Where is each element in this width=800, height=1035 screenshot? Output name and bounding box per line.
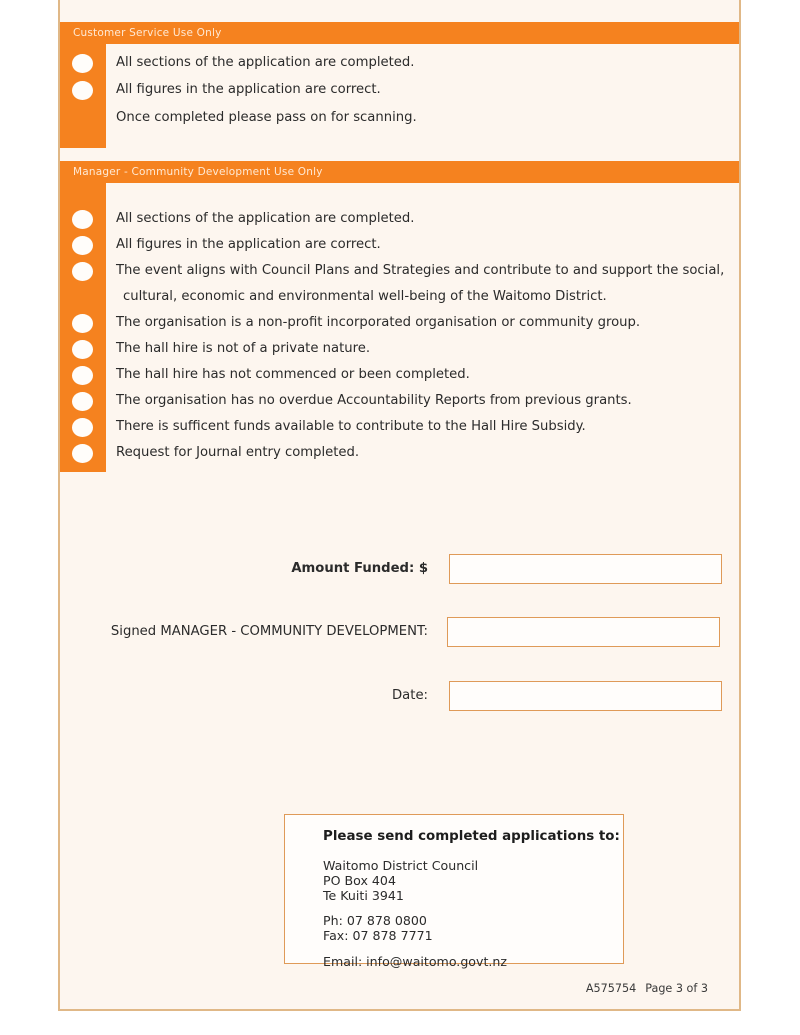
page-number: Page 3 of 3 <box>645 982 708 995</box>
checklist-bullet-icon[interactable] <box>72 262 93 281</box>
field-label-date: Date: <box>392 688 428 703</box>
checklist-item: All sections of the application are completed. <box>116 55 415 70</box>
checklist-bullet-icon[interactable] <box>72 340 93 359</box>
checklist-item: All figures in the application are correct. <box>116 82 381 97</box>
checklist-item: The event aligns with Council Plans and Strategies and contribute to and support the social, <box>116 263 725 278</box>
checklist-item: The hall hire is not of a private nature. <box>116 341 371 356</box>
document-id: A575754 <box>585 982 637 995</box>
section-customer-service-header: Customer Service Use Only <box>60 22 739 44</box>
field-amount-funded <box>60 554 722 584</box>
checklist-item: There is sufficent funds available to contribute to the Hall Hire Subsidy. <box>116 419 586 434</box>
checklist-item: The hall hire has not commenced or been completed. <box>116 367 470 382</box>
field-date <box>60 681 722 711</box>
checklist-bullet-icon[interactable] <box>72 392 93 411</box>
section-manager-community-development-body <box>60 183 739 483</box>
checklist-item: All sections of the application are completed. <box>116 211 415 226</box>
signed-manager-input[interactable] <box>447 617 720 647</box>
checklist-bullet-icon[interactable] <box>72 210 93 229</box>
section-customer-service-body <box>60 44 739 158</box>
date-input[interactable] <box>449 681 722 711</box>
document-page <box>58 0 741 1011</box>
checklist-bullet-icon[interactable] <box>72 54 93 73</box>
field-signed-manager <box>60 617 722 647</box>
field-label-amount-funded: Amount Funded: $ <box>291 561 428 576</box>
contact-box-title: Please send completed applications to: <box>323 829 620 844</box>
section-manager-community-development-header: Manager - Community Development Use Only <box>60 161 739 183</box>
checklist-bullet-icon[interactable] <box>72 236 93 255</box>
checklist-bullet-icon[interactable] <box>72 418 93 437</box>
contact-information-box <box>284 814 624 969</box>
checklist-item: Request for Journal entry completed. <box>116 445 360 460</box>
checklist-bullet-icon[interactable] <box>72 81 93 100</box>
bullet-strip <box>60 183 106 472</box>
field-label-signed-manager: Signed MANAGER - COMMUNITY DEVELOPMENT: <box>110 624 428 639</box>
checklist-bullet-icon[interactable] <box>72 366 93 385</box>
contact-city: Te Kuiti 3941 <box>323 887 404 903</box>
bullet-strip <box>60 44 106 148</box>
contact-po-box: PO Box 404 <box>323 872 396 888</box>
checklist-bullet-icon[interactable] <box>72 314 93 333</box>
amount-funded-input[interactable] <box>449 554 722 584</box>
section-customer-service <box>60 22 739 158</box>
checklist-item: The organisation has no overdue Accountability Reports from previous grants. <box>116 393 632 408</box>
checklist-item: All figures in the application are correct. <box>116 237 381 252</box>
checklist-item-continuation: cultural, economic and environmental well-being of the Waitomo District. <box>123 289 607 304</box>
section-manager-community-development <box>60 161 739 483</box>
contact-phone: Ph: 07 878 0800 <box>323 913 427 929</box>
checklist-bullet-icon[interactable] <box>72 444 93 463</box>
checklist-item: The organisation is a non-profit incorporated organisation or community group. <box>116 315 641 330</box>
contact-organisation: Waitomo District Council <box>323 858 479 873</box>
contact-email: Email: info@waitomo.govt.nz <box>323 953 507 969</box>
contact-fax: Fax: 07 878 7771 <box>323 928 433 944</box>
page-footer <box>586 982 708 995</box>
checklist-item: Once completed please pass on for scanning. <box>116 110 417 125</box>
